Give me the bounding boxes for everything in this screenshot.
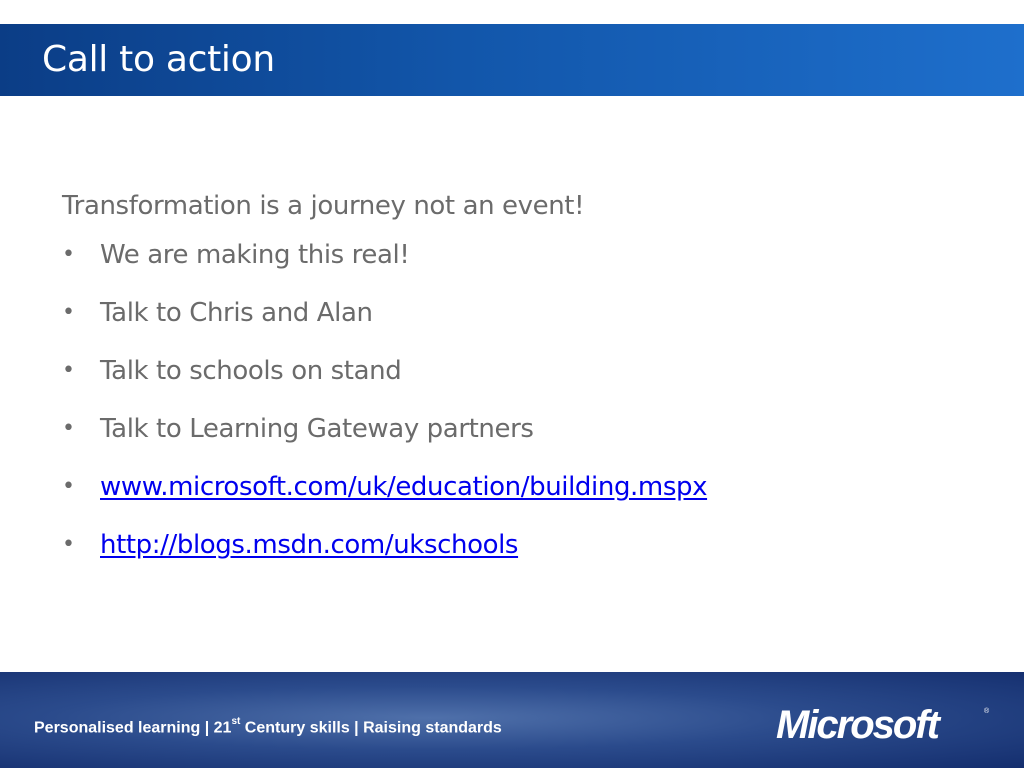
intro-text: Transformation is a journey not an event! <box>62 191 585 221</box>
bullet-icon: • <box>62 532 75 557</box>
tagline-superscript: st <box>231 716 241 727</box>
footer-tagline <box>34 718 502 737</box>
bullet-icon: • <box>62 300 75 325</box>
tagline-part2: Century skills | Raising standards <box>240 719 502 737</box>
microsoft-logo <box>776 702 996 748</box>
bullet-text: Talk to Learning Gateway partners <box>100 414 534 444</box>
list-item <box>62 293 982 342</box>
bullet-list <box>62 235 982 574</box>
bullet-icon: • <box>62 416 75 441</box>
slide-content <box>62 186 982 574</box>
slide-title: Call to action <box>42 39 275 80</box>
logo-wordmark: Microsoft <box>776 703 938 747</box>
list-item <box>62 409 982 458</box>
bullet-text: Talk to schools on stand <box>100 356 402 386</box>
logo-trademark: ® <box>984 708 990 715</box>
education-building-link[interactable]: www.microsoft.com/uk/education/building.mspx <box>100 472 708 502</box>
bullet-text: Talk to Chris and Alan <box>100 298 373 328</box>
bullet-text: We are making this real! <box>100 240 410 270</box>
footer-bar <box>0 672 1024 768</box>
list-item <box>62 467 982 516</box>
tagline-part1: Personalised learning | 21 <box>34 719 232 737</box>
list-item <box>62 235 982 284</box>
bullet-icon: • <box>62 474 75 499</box>
ukschools-blog-link[interactable]: http://blogs.msdn.com/ukschools <box>100 530 519 560</box>
bullet-icon: • <box>62 242 75 267</box>
bullet-icon: • <box>62 358 75 383</box>
list-item <box>62 525 982 574</box>
title-bar <box>0 24 1024 96</box>
list-item <box>62 351 982 400</box>
